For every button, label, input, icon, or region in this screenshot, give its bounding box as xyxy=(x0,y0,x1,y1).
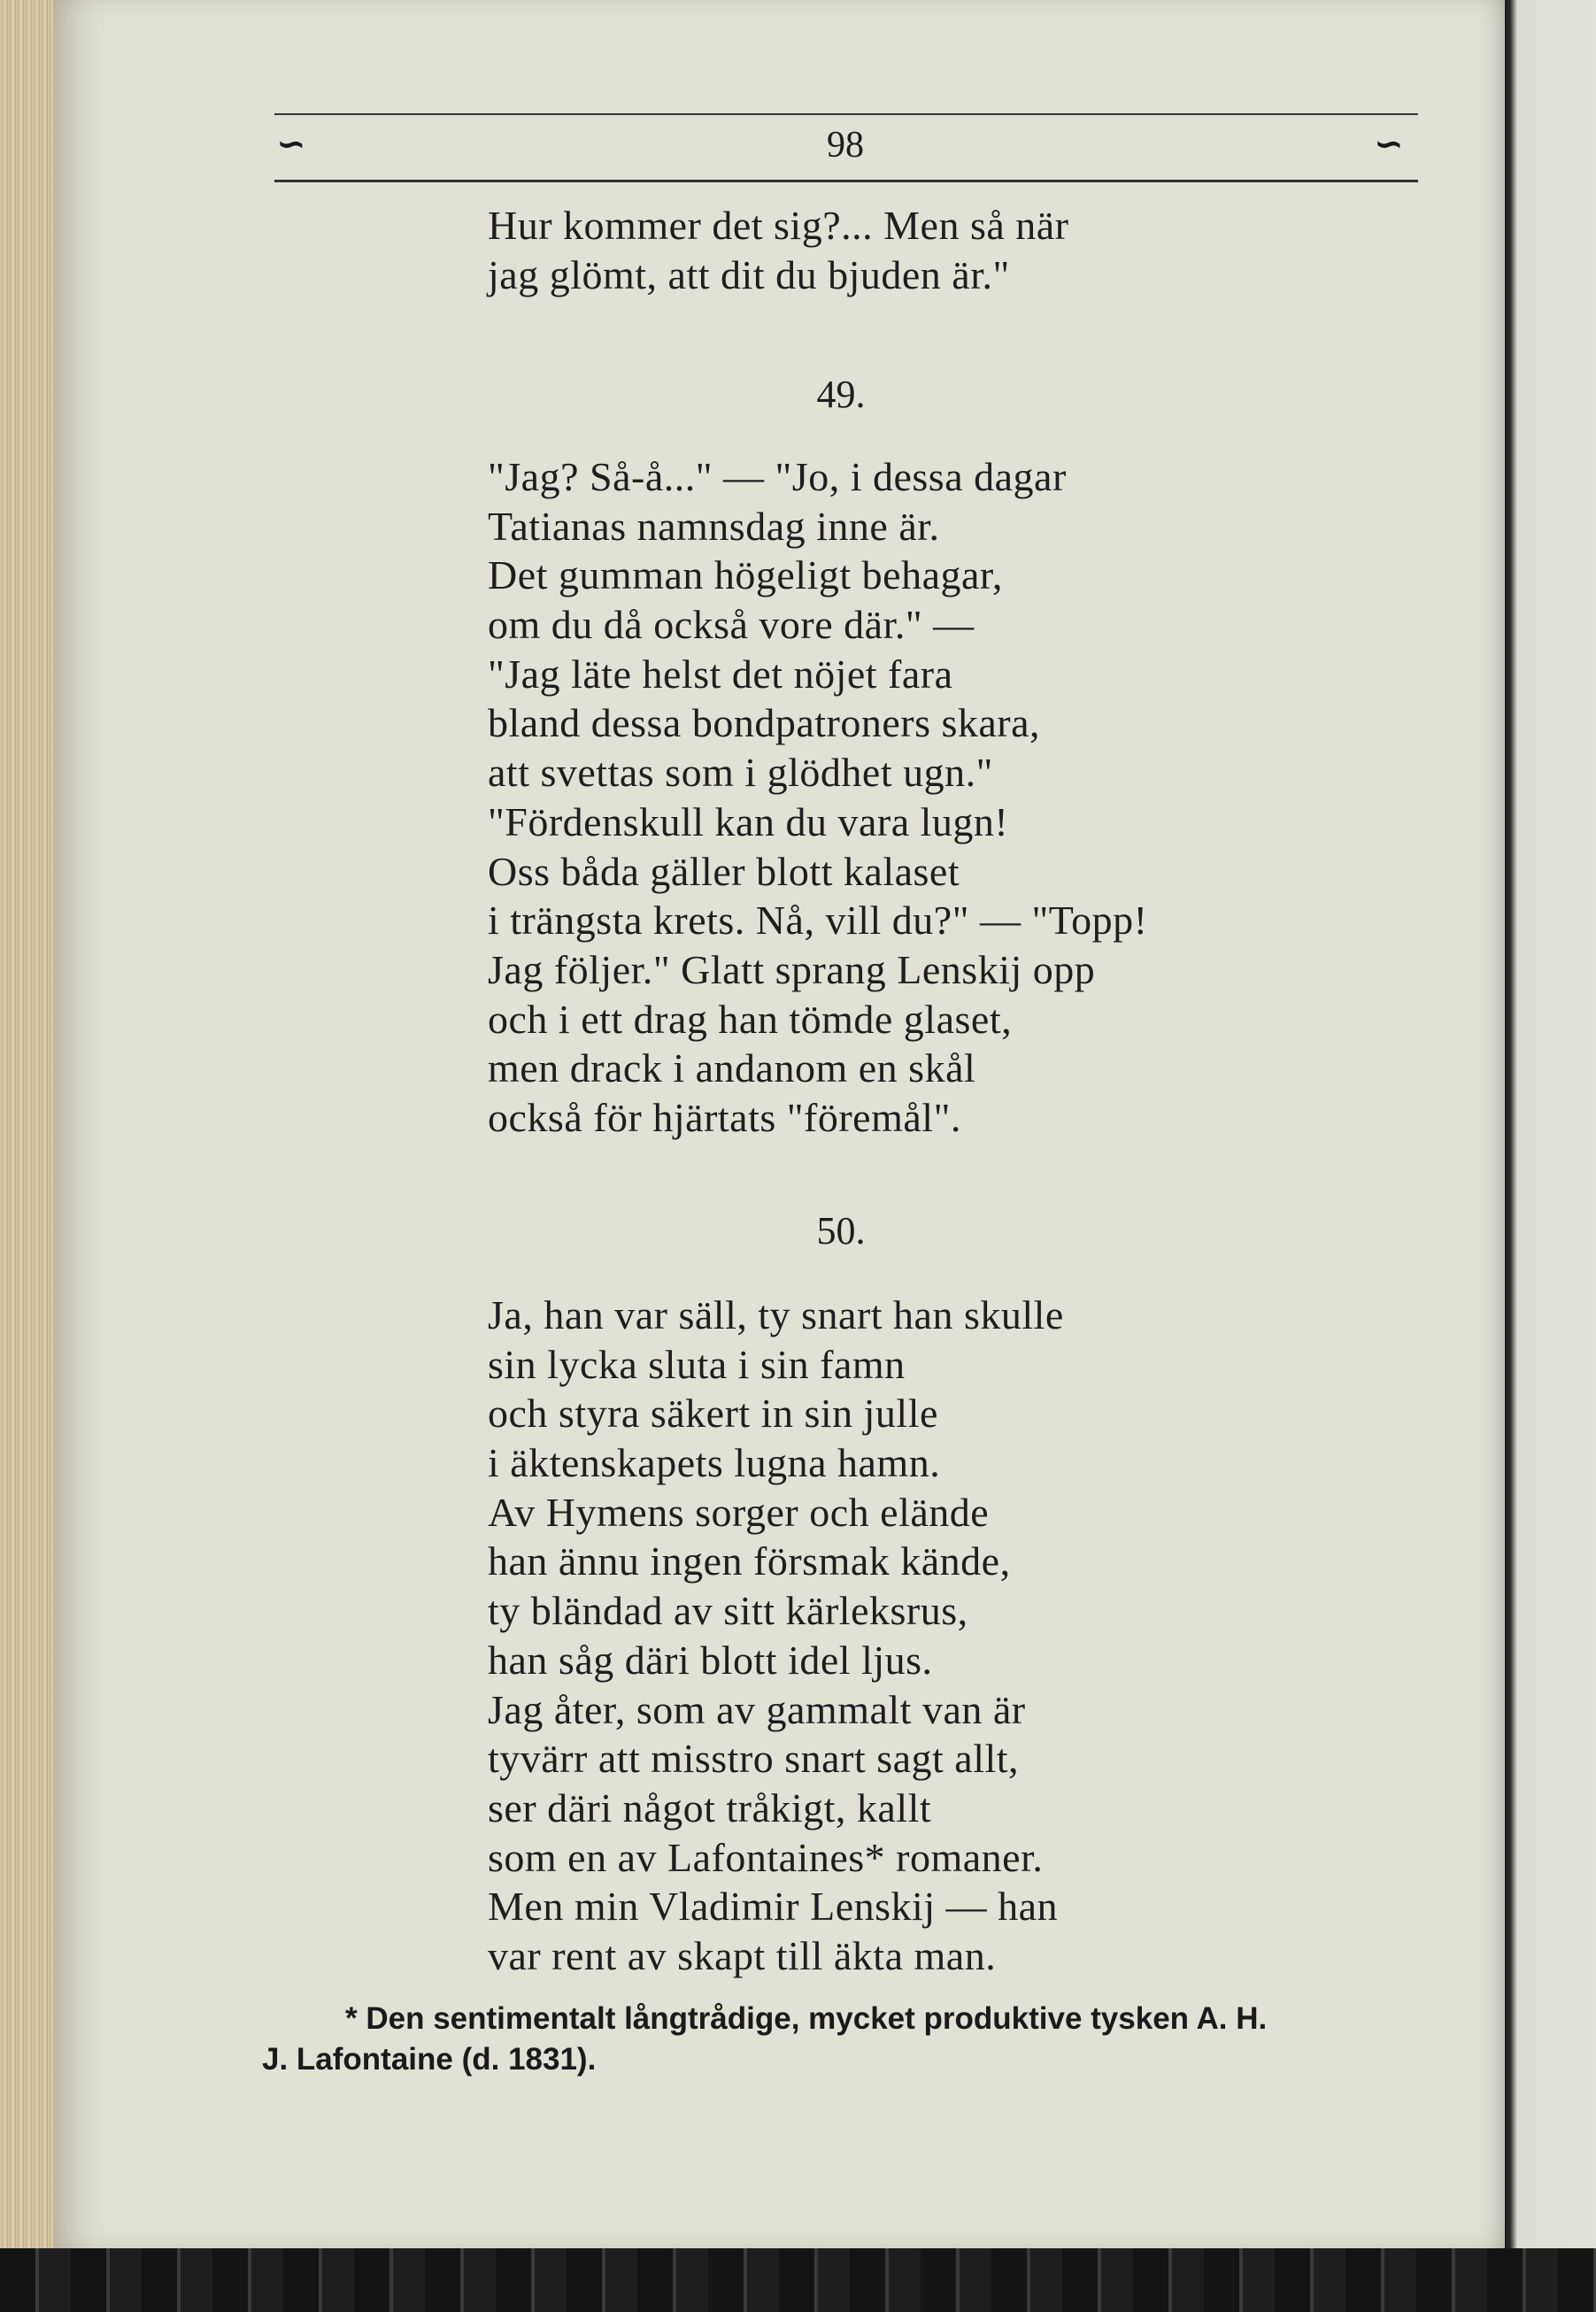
verse-line: "Jag? Så-å..." — "Jo, i dessa dagar xyxy=(488,454,1067,499)
verse-line: Ja, han var säll, ty snart han skulle xyxy=(488,1292,1064,1337)
header-rule-bottom xyxy=(274,180,1418,182)
verse-line: Tatianas namnsdag inne är. xyxy=(488,503,940,549)
verse-line: jag glömt, att dit du bjuden är." xyxy=(488,251,1010,297)
verse-line: Jag följer." Glatt sprang Lenskij opp xyxy=(488,946,1096,992)
verse-line: "Fördenskull kan du vara lugn! xyxy=(488,798,1009,844)
verse-line: i äktenskapets lugna hamn. xyxy=(488,1440,941,1486)
verse-line: Det gumman högeligt behagar, xyxy=(488,552,1003,598)
verse-line: ty bländad av sitt kärleksrus, xyxy=(488,1588,968,1634)
verse-line: Oss båda gäller blott kalaset xyxy=(488,848,960,894)
footnote xyxy=(262,1999,1422,2080)
verse-line: Hur kommer det sig?... Men så när xyxy=(488,203,1069,248)
stanza-49 xyxy=(488,452,1147,1143)
verse-line: som en av Lafontaines* romaner. xyxy=(488,1834,1044,1880)
stanza-number: 49. xyxy=(816,373,866,416)
stanza-48-continuation xyxy=(488,201,1069,299)
verse-line: tyvärr att misstro snart sagt allt, xyxy=(488,1736,1020,1782)
verse-line: var rent av skapt till äkta man. xyxy=(488,1932,997,1978)
verse-line: ser däri något tråkigt, kallt xyxy=(488,1784,932,1830)
verse-line: "Jag läte helst det nöjet fara xyxy=(488,651,953,697)
facing-page-edge xyxy=(1505,0,1596,2248)
flourish-icon: ∽ xyxy=(276,124,306,165)
verse-line: att svettas som i glödhet ugn." xyxy=(488,750,993,796)
verse-line: han såg däri blott idel ljus. xyxy=(488,1637,933,1683)
verse-line: han ännu ingen försmak kände, xyxy=(488,1538,1011,1584)
header-rule-top xyxy=(274,113,1418,115)
verse-line: Men min Vladimir Lenskij — han xyxy=(488,1884,1059,1930)
footnote-line: J. Lafontaine (d. 1831). xyxy=(262,2042,597,2077)
verse-line: sin lycka sluta i sin famn xyxy=(488,1341,906,1387)
verse-line: Av Hymens sorger och elände xyxy=(488,1489,990,1535)
verse-line: om du då också vore där." — xyxy=(488,602,975,648)
verse-line: men drack i andanom en skål xyxy=(488,1045,976,1091)
scan-background-strip xyxy=(0,2248,1596,2312)
flourish-icon: ∽ xyxy=(1374,124,1404,165)
verse-line: i trängsta krets. Nå, vill du?" — "Topp! xyxy=(488,898,1148,944)
page-number: 98 xyxy=(827,125,864,166)
stanza-50 xyxy=(488,1291,1064,1981)
footnote-line: * Den sentimentalt långtrådige, mycket produktive tysken A. H. xyxy=(345,2001,1268,2036)
stanza-number: 50. xyxy=(816,1209,866,1252)
verse-line: också för hjärtats "föremål". xyxy=(488,1094,961,1140)
verse-line: bland dessa bondpatroners skara, xyxy=(488,700,1041,746)
verse-line: och styra säkert in sin julle xyxy=(488,1391,938,1437)
verse-line: Jag åter, som av gammalt van är xyxy=(488,1686,1026,1732)
verse-line: och i ett drag han tömde glaset, xyxy=(488,996,1013,1042)
